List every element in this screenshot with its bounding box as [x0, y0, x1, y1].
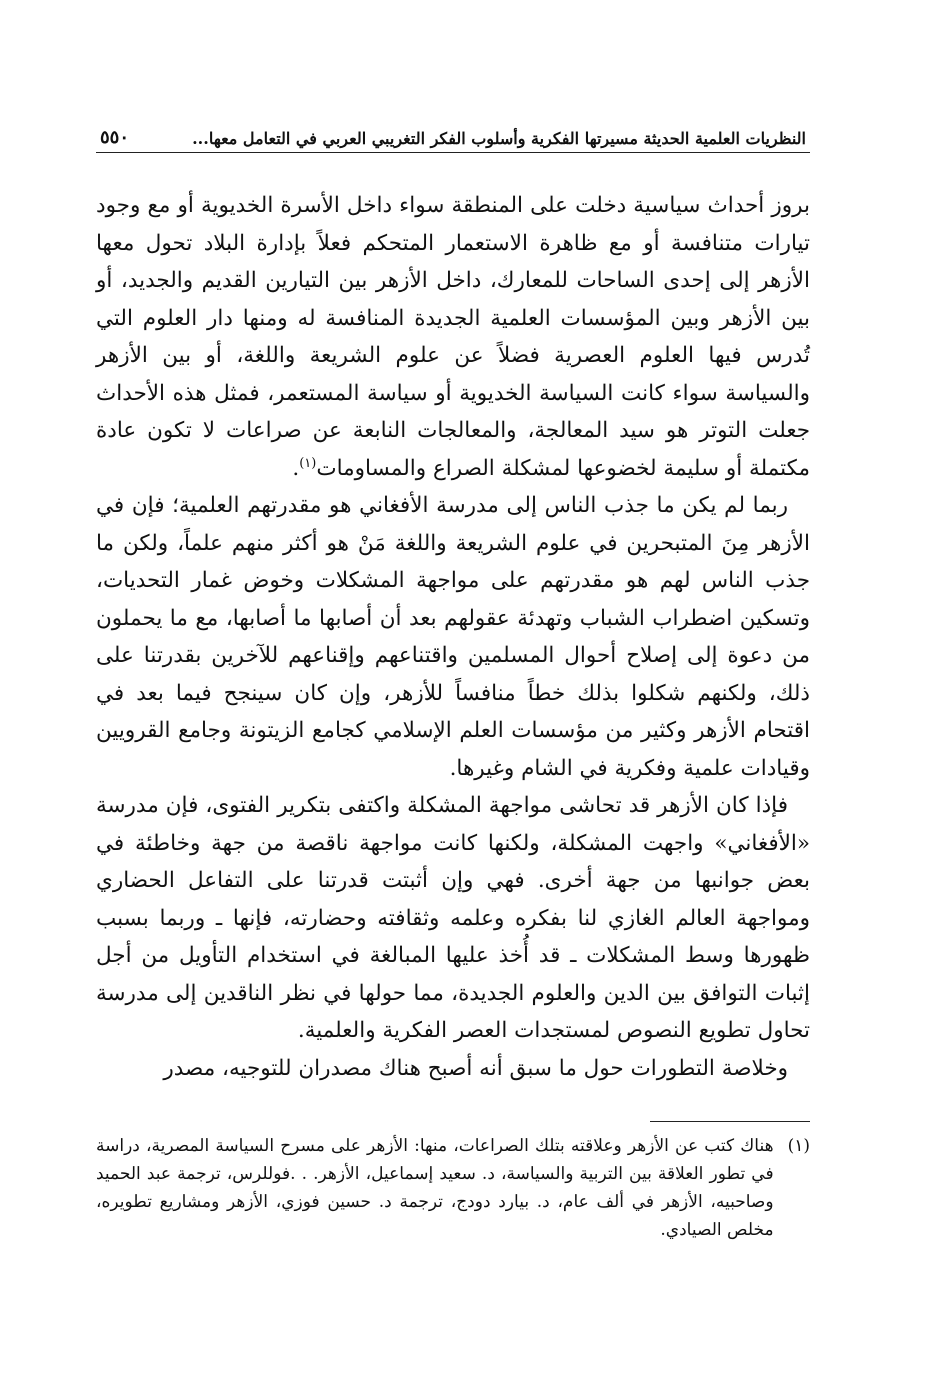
body-text — [96, 187, 810, 1087]
footnote-separator — [650, 1121, 810, 1122]
footnote-1 — [96, 1132, 810, 1244]
paragraph-1-text: بروز أحداث سياسية دخلت على المنطقة سواء داخل الأسرة الخديوية أو مع وجود تيارات متنافسة أو مع ظاهرة الاستعمار المتحكم فعلاً بإدارة البلاد تحول معها الأزهر إلى إحدى الساحات للمعارك، داخل الأزهر بين التيارين القديم والجديد، أو بين الأزهر وبين المؤسسات العلمية الجديدة المنافسة له ومنها دار العلوم التي تُدرس فيها العلوم العصرية فضلاً عن علوم الشريعة واللغة، أو بين الأزهر والسياسة سواء كانت السياسة الخديوية أو سياسة المستعمر، فمثل هذه الأحداث جعلت التوتر هو سيد المعالجة، والمعالجات النابعة عن صراعات لا تكون عادة مكتملة أو سليمة لخضوعها لمشكلة الصراع والمساومات — [96, 193, 811, 481]
paragraph-1 — [96, 187, 810, 487]
page-number: ٥٥٠ — [100, 127, 130, 148]
paragraph-3: فإذا كان الأزهر قد تحاشى مواجهة المشكلة واكتفى بتكرير الفتوى، فإن مدرسة «الأفغاني» واجهت المشكلة، ولكنها كانت مواجهة ناقصة من جهة وخاطئة في بعض جوانبها من جهة أخرى. فهي وإن أثبتت قدرتنا على التفاعل الحضاري ومواجهة العالم الغازي لنا بفكره وعلمه وثقافته وحضارته، فإنها ـ وربما بسبب ظهورها وسط المشكلات ـ قد أُخذ عليها المبالغة في استخدام التأويل من أجل إثبات التوافق بين الدين والعلوم الجديدة، مما حولها في نظر الناقدين إلى مدرسة تحاول تطويع النصوص لمستجدات العصر الفكرية والعلمية. — [96, 793, 810, 1043]
document-page — [96, 110, 810, 1244]
running-title: النظريات العلمية الحديثة مسيرتها الفكرية وأسلوب الفكر التغريبي العربي في التعامل معها... — [192, 129, 806, 148]
footnote-text: هناك كتب عن الأزهر وعلاقته بتلك الصراعات، منها: الأزهر على مسرح السياسة المصرية، دراسة في تطور العلاقة بين التربية والسياسة، د. سعيد إسماعيل، الأزهر. . .فوللرس، ترجمة عبد الحميد وصاحبيه، الأزهر في ألف عام، د. بيارد دودج، ترجمة د. حسين فوزي، الأزهر ومشاريع تطويره، مخلص الصيادي. — [96, 1136, 774, 1240]
paragraph-2: ربما لم يكن ما جذب الناس إلى مدرسة الأفغاني هو مقدرتهم العلمية؛ فإن في الأزهر مِنَ المتبحرين في علوم الشريعة واللغة مَنْ هو أكثر منهم علماً، ولكن ما جذب الناس لهم هو مقدرتهم على مواجهة المشكلات وخوض غمار التحديات، وتسكين اضطراب الشباب وتهدئة عقولهم بعد أن أصابها ما أصابها، مع ما يحملون من دعوة إلى إصلاح أحوال المسلمين واقتناعهم وإقناعهم للآخرين بقدرتنا على ذلك، ولكنهم شكلوا بذلك خطاً منافساً للأزهر، وإن كان سينجح فيما بعد في اقتحام الأزهر وكثير من مؤسسات العلم الإسلامي كجامع الزيتونة وجامع القرويين وقيادات علمية وفكرية في الشام وغيرها. — [96, 493, 810, 781]
footnotes — [96, 1132, 810, 1244]
paragraph-4: وخلاصة التطورات حول ما سبق أنه أصبح هناك مصدران للتوجيه، مصدر — [163, 1055, 788, 1081]
paragraph-1-end: . — [292, 455, 300, 481]
footnote-number: (١) — [787, 1136, 810, 1156]
page-header — [96, 110, 810, 153]
footnote-ref-1[interactable]: (١) — [299, 455, 317, 471]
